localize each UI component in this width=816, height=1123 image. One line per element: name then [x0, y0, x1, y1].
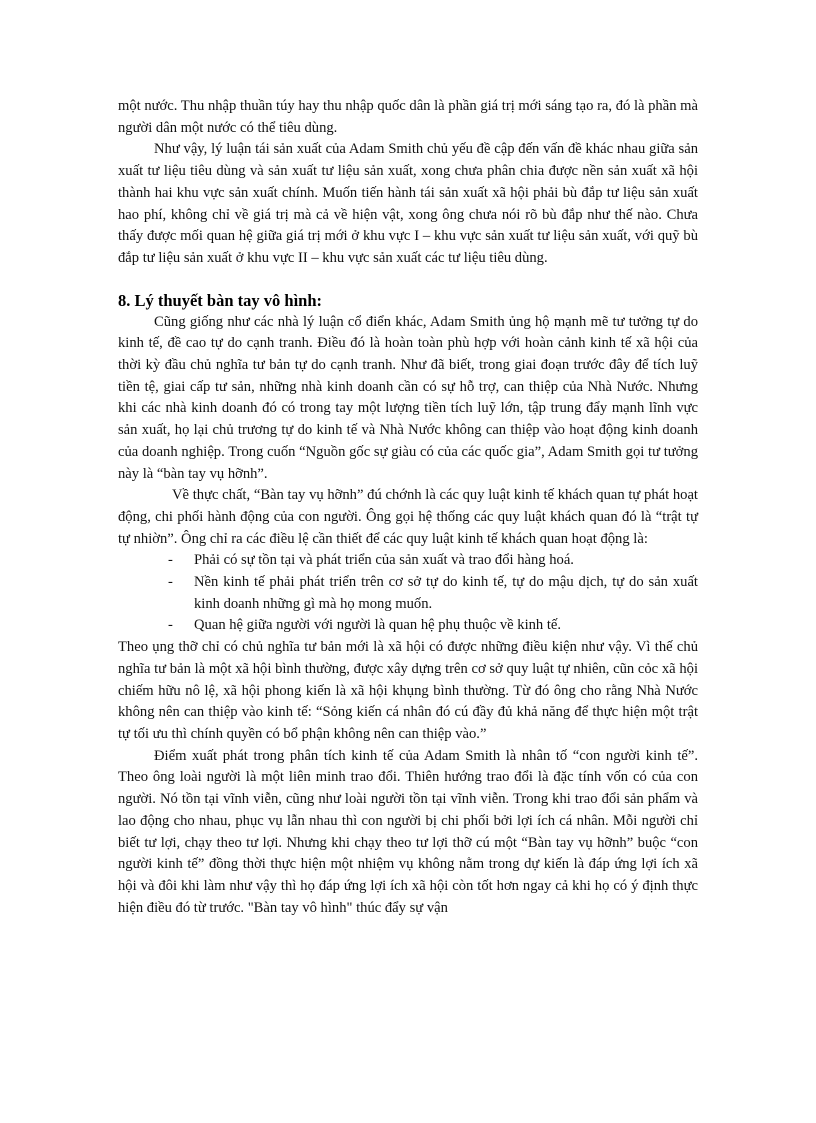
paragraph-free-economy: Cũng giống như các nhà lý luận cổ điển khác, Adam Smith ủng hộ mạnh mẽ tư tưởng tự do kinh tế, đề cao tự do cạnh tranh. Điều đó là hoàn toàn phù hợp với hoàn cảnh kinh tế xã hội của thời kỳ đầu chủ nghĩa tư bản tự do cạnh tranh. Như đã biết, trong giai đoạn trước đây để tích luỹ tiền tệ, giai cấp tư sản, những nhà kinh doanh cần có sự hỗ trợ, can thiệp của Nhà Nước. Nhưng khi các nhà kinh doanh đó có trong tay một lượng tiền tích luỹ lớn, tập trung đẩy mạnh lĩnh vực sản xuất, họ lại chủ trương tự do kinh tế và Nhà Nước không can thiệp vào hoạt động kinh doanh của doanh nghiệp. Trong cuốn “Nguồn gốc sự giàu có của các quốc gia”, Adam Smith gọi tư tưởng này là “bàn tay vụ hỡnh”.: [118, 313, 698, 482]
list-item-text: Nền kinh tế phải phát triển trên cơ sở tự do kinh tế, tự do mậu dịch, tự do sản xuất kinh doanh những gì mà họ mong muốn.: [194, 574, 698, 612]
paragraph-continuation: một nước. Thu nhập thuần túy hay thu nhập quốc dân là phần giá trị mới sáng tạo ra, đó là phần mà người dân một nước có thể tiêu dùng.: [118, 98, 698, 136]
list-item: [168, 550, 698, 572]
paragraph-reproduction-summary: Như vậy, lý luận tái sản xuất của Adam Smith chủ yếu đề cập đến vấn đề khác nhau giữa sản xuất tư liệu tiêu dùng và sản xuất tư liệu sản xuất, xong chưa phân chia được nền sản xuất xã hội thành hai khu vực sản xuất chính. Muốn tiến hành tái sản xuất xã hội phải bù đắp tư liệu sản xuất hao phí, không chỉ về giá trị mà cả về hiện vật, xong ông chưa nói rõ bù đắp như thế nào. Chưa thấy được mối quan hệ giữa giá trị mới ở khu vực I – khu vực sản xuất tư liệu sản xuất, với quỹ bù đắp tư liệu sản xuất ở khu vực II – khu vực sản xuất các tư liệu tiêu dùng.: [118, 141, 698, 266]
list-item: [168, 615, 698, 637]
bullet-dash: -: [168, 552, 173, 569]
list-item: [168, 572, 698, 615]
bullet-dash: -: [168, 574, 173, 591]
bullet-dash: -: [168, 617, 173, 634]
paragraph-economic-man: Điểm xuất phát trong phân tích kinh tế của Adam Smith là nhân tố “con người kinh tế”. Theo ông loài người là một liên minh trao đổi. Thiên hướng trao đổi là đặc tính vốn có của con người. Nó tồn tại vĩnh viễn, cũng như loài người tồn tại vĩnh viễn. Trong khi trao đổi sản phẩm và lao động cho nhau, phục vụ lẫn nhau thì con người bị chi phối bởi lợi ích cá nhân. Mỗi người chỉ biết tư lợi, chạy theo tư lợi. Nhưng khi chạy theo tư lợi thỡ cú một “Bàn tay vụ hỡnh” buộc “con người kinh tế” đồng thời thực hiện một nhiệm vụ không nằm trong dự kiến là đáp ứng lợi ích xã hội và đôi khi làm như vậy thì họ đáp ứng lợi ích xã hội còn tốt hơn ngay cả khi họ có ý định thực hiện điều đó từ trước. "Bàn tay vô hình" thúc đẩy sự vận: [118, 747, 698, 916]
paragraph-capitalism: Theo ụng thỡ chỉ có chủ nghĩa tư bản mới là xã hội có được những điều kiện như vậy. Vì thế chủ nghĩa tư bản là một xã hội bình thường, được xây dựng trên cơ sở quy luật tự nhiên, cũn cỏc xã hội chiếm hữu nô lệ, xã hội phong kiến là xã hội khụng bình thường. Từ đó ông cho rằng Nhà Nước không nên can thiệp vào kinh tế: “Sỏng kiến cá nhân đó cú đầy đủ khả năng để thực hiện một trật tự tối ưu thì chính quyền có bổ phận không nên can thiệp vào.”: [118, 639, 698, 742]
conditions-list: [118, 550, 698, 637]
document-page: [118, 96, 698, 919]
section-heading: 8. Lý thuyết bàn tay vô hình:: [118, 290, 323, 310]
list-item-text: Quan hệ giữa người với người là quan hệ phụ thuộc về kinh tế.: [194, 617, 562, 634]
list-item-text: Phải có sự tồn tại và phát triển của sản xuất và trao đổi hàng hoá.: [194, 552, 574, 569]
paragraph-invisible-hand: Về thực chất, “Bàn tay vụ hỡnh” đú chớnh là các quy luật kinh tế khách quan tự phát hoạt động, chi phối hành động của con người. Ông gọi hệ thống các quy luật khách quan đó là “trật tự tự nhiờn”. Ông chỉ ra các điều lệ cần thiết để các quy luật kinh tế khách quan hoạt động là:: [118, 487, 698, 547]
